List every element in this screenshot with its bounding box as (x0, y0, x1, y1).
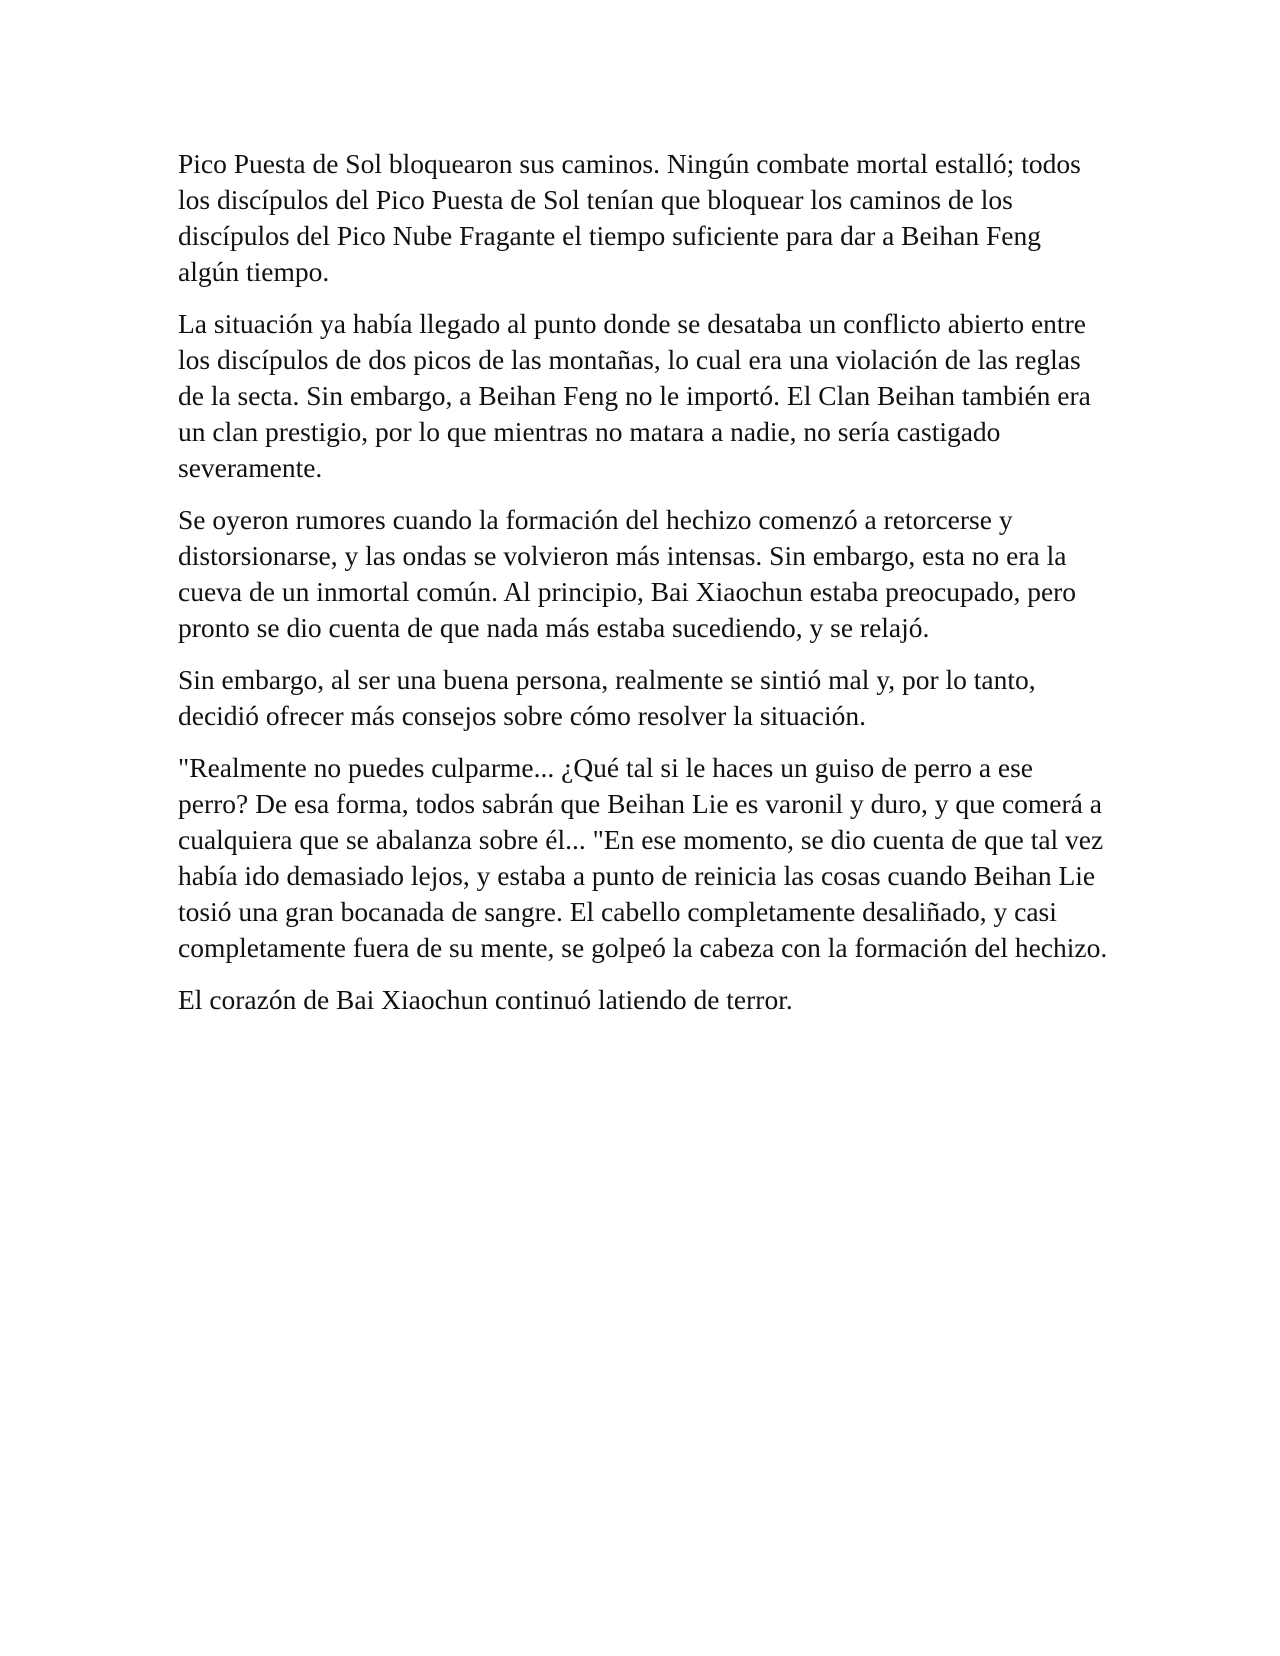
paragraph-2: La situación ya había llegado al punto donde se desataba un conflicto abierto entre los discípulos de dos picos de las montañas, lo cual era una violación de las reglas de la secta. Sin embargo, a Beihan Feng no le importó. El Clan Beihan también era un clan prestigio, por lo que mientras no matara a nadie, no sería castigado severamente. (178, 308, 1091, 483)
paragraph-6: El corazón de Bai Xiaochun continuó latiendo de terror. (178, 984, 793, 1015)
paragraph-4: Sin embargo, al ser una buena persona, realmente se sintió mal y, por lo tanto, decidió ofrecer más consejos sobre cómo resolver la situación. (178, 664, 1036, 731)
document-body (178, 146, 1108, 1034)
paragraph-1: Pico Puesta de Sol bloquearon sus caminos. Ningún combate mortal estalló; todos los discípulos del Pico Puesta de Sol tenían que bloquear los caminos de los discípulos del Pico Nube Fragante el tiempo suficiente para dar a Beihan Feng algún tiempo. (178, 148, 1081, 287)
paragraph-5: "Realmente no puedes culparme... ¿Qué tal si le haces un guiso de perro a ese perro? De esa forma, todos sabrán que Beihan Lie es varonil y duro, y que comerá a cualquiera que se abalanza sobre él... "En ese momento, se dio cuenta de que tal vez había ido demasiado lejos, y estaba a punto de reinicia las cosas cuando Beihan Lie tosió una gran bocanada de sangre. El cabello completamente desaliñado, y casi completamente fuera de su mente, se golpeó la cabeza con la formación del hechizo. (178, 752, 1108, 963)
paragraph-3: Se oyeron rumores cuando la formación del hechizo comenzó a retorcerse y distorsionarse, y las ondas se volvieron más intensas. Sin embargo, esta no era la cueva de un inmortal común. Al principio, Bai Xiaochun estaba preocupado, pero pronto se dio cuenta de que nada más estaba sucediendo, y se relajó. (178, 504, 1077, 643)
